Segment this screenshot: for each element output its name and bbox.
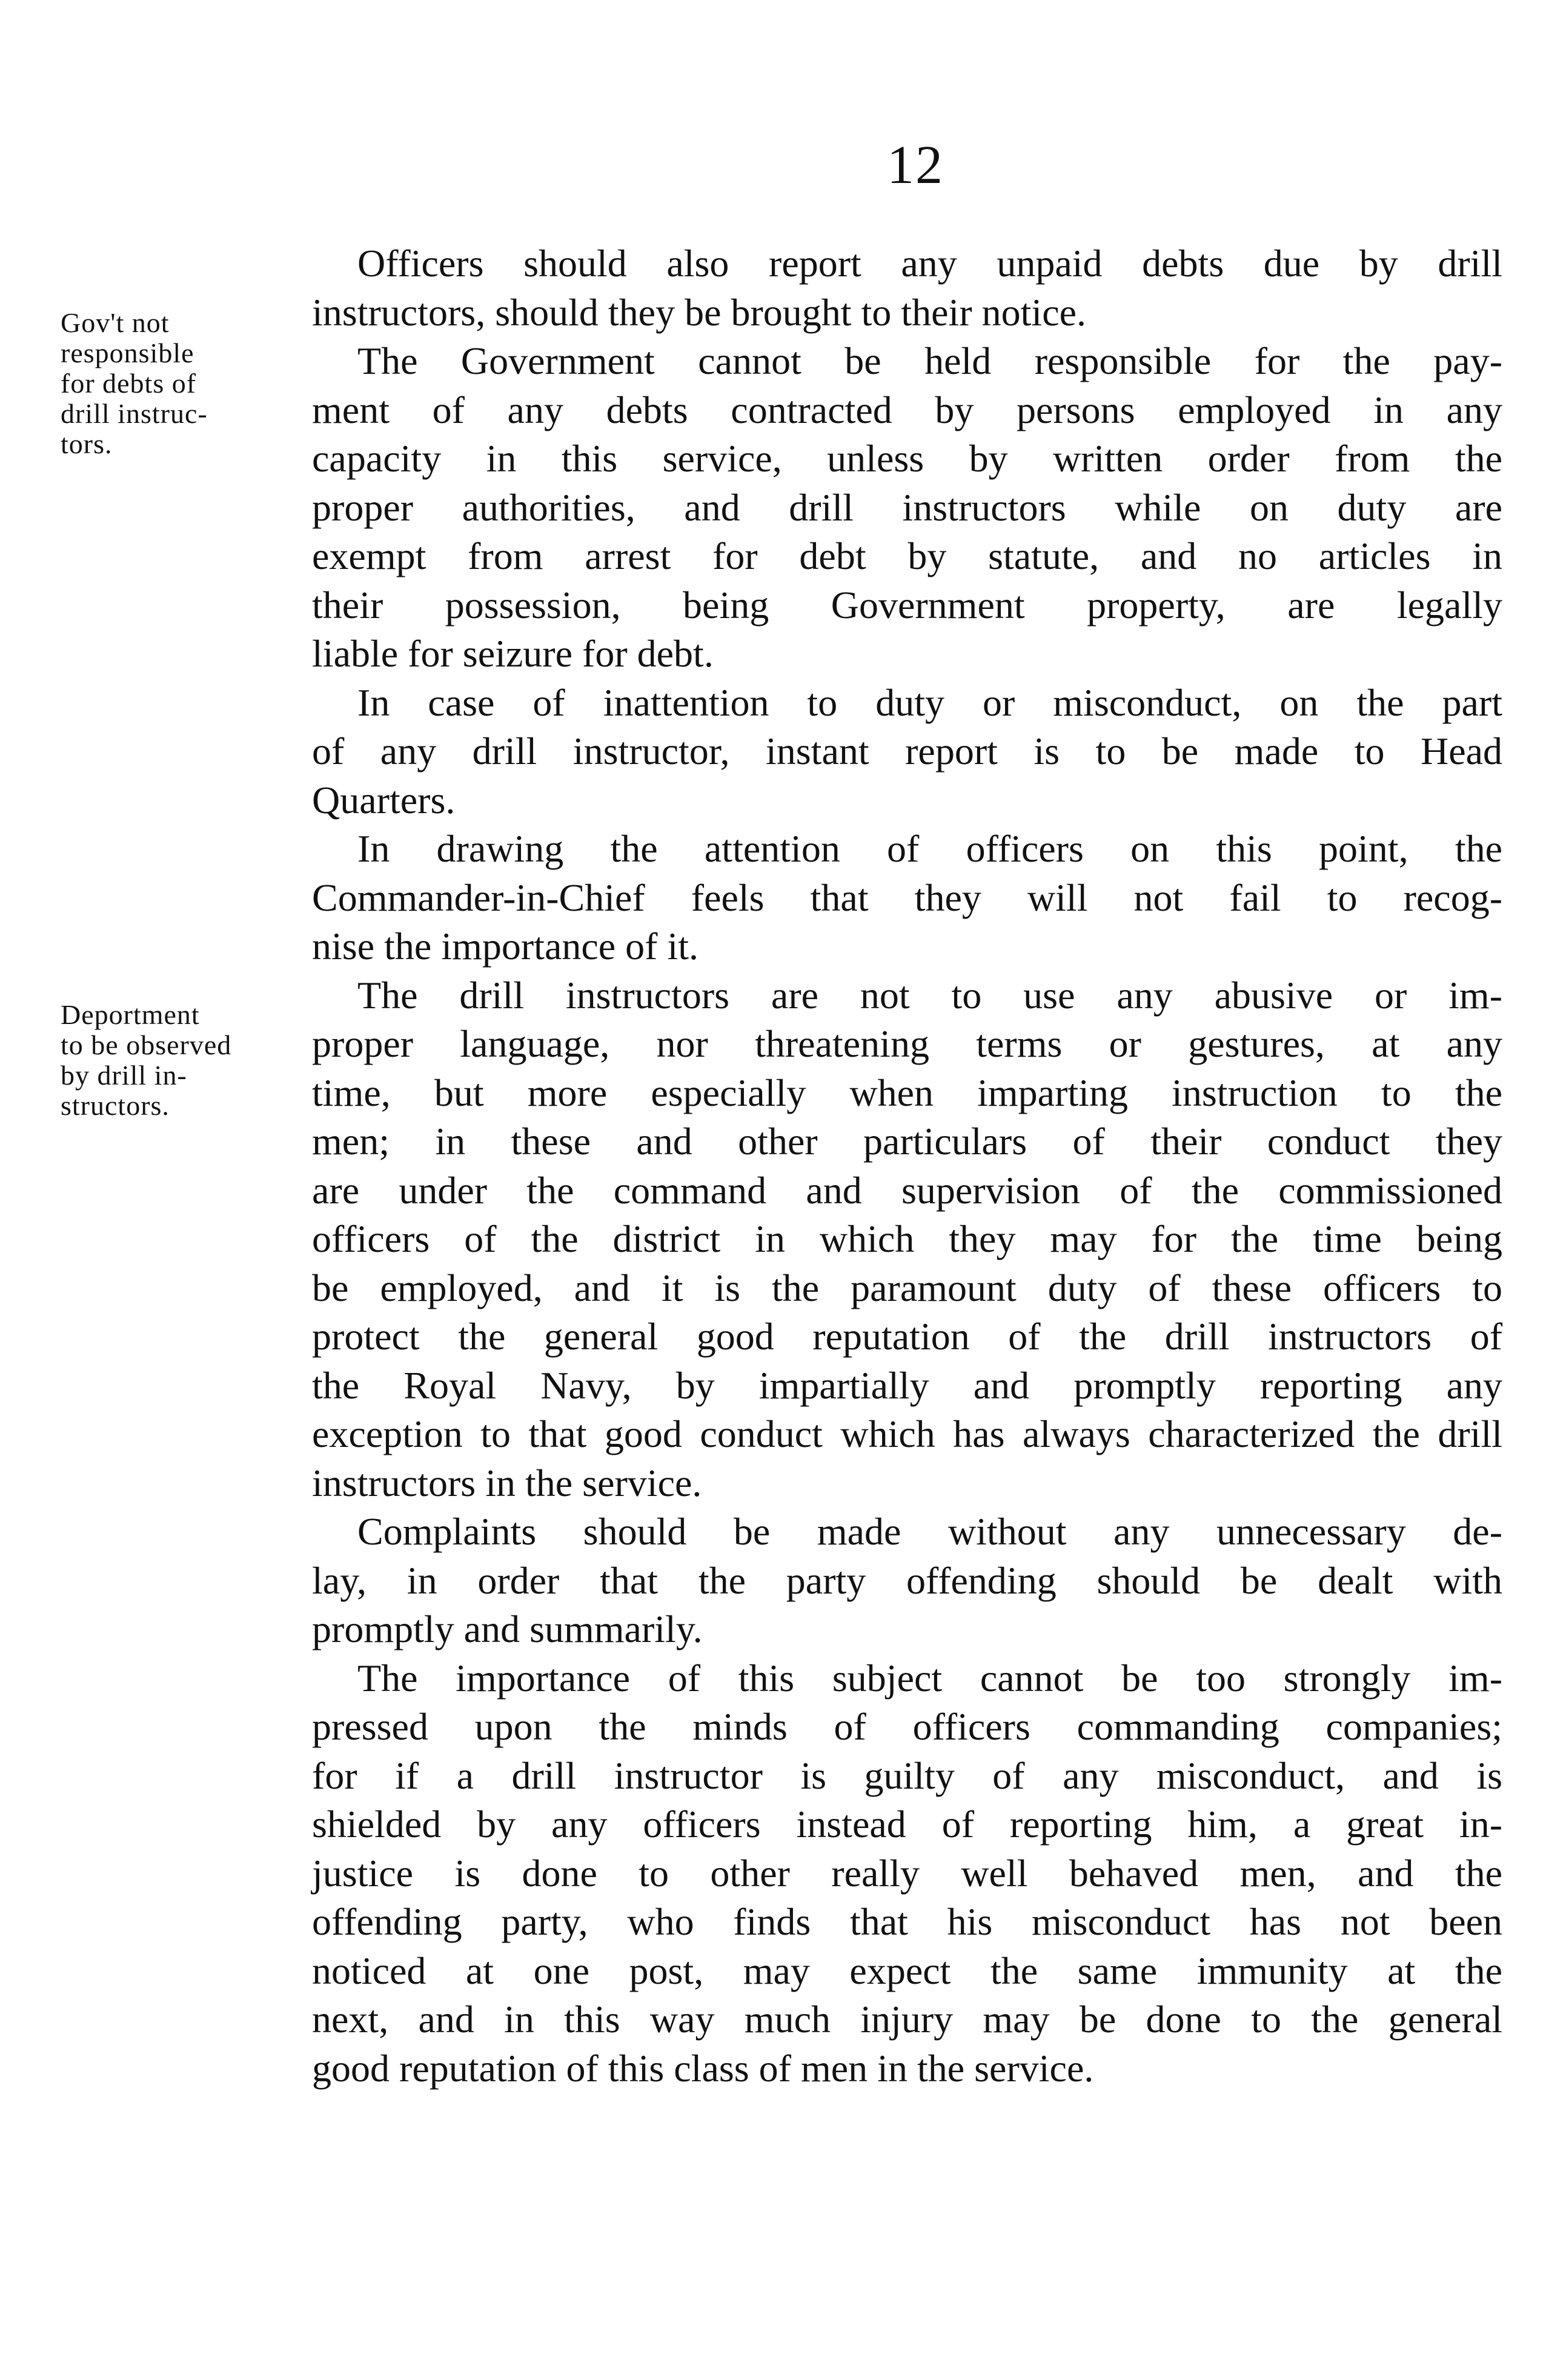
paragraph-inattention — [312, 679, 1502, 825]
margin-note-line: Deportment — [61, 999, 200, 1030]
margin-note-deportment — [61, 1000, 315, 1121]
text-line: liable for seizure for debt. — [312, 632, 714, 675]
body-text — [312, 239, 1502, 2093]
text-line: next, and in this way much injury may be done to the general — [312, 1998, 1502, 2041]
margin-note-line: responsible — [61, 337, 194, 368]
margin-note-line: drill instruc- — [61, 398, 208, 429]
page-number: 12 — [887, 135, 944, 195]
text-line: proper authorities, and drill instructors while on duty are — [312, 485, 1502, 529]
text-line: are under the command and supervision of the commissioned — [312, 1168, 1502, 1212]
margin-note-line: for debts of — [61, 368, 197, 399]
paragraph-debts — [312, 239, 1502, 337]
margin-note-line: Gov't not — [61, 307, 170, 338]
text-line: exception to that good conduct which has always characterized the drill instructors in the service. — [312, 1412, 1502, 1504]
text-line: instructors, should they be brought to their notice. — [312, 290, 1086, 334]
text-line: The drill instructors are not to use any abusive or im- — [357, 973, 1502, 1017]
margin-note-line: to be observed — [61, 1029, 232, 1060]
text-line: good reputation of this class of men in the service. — [312, 2046, 1094, 2090]
text-line: shielded by any officers instead of reporting him, a great in- — [312, 1803, 1502, 1846]
text-line: Officers should also report any unpaid debts due by drill — [357, 242, 1502, 285]
text-line: pressed upon the minds of officers commanding companies; — [312, 1705, 1502, 1748]
text-line: justice is done to other really well behaved men, and the — [312, 1851, 1502, 1895]
text-line: lay, in order that the party offending should be dealt with — [312, 1558, 1502, 1602]
text-line: proper language, nor threatening terms or gestures, at any — [312, 1022, 1502, 1065]
paragraph-complaints — [312, 1507, 1502, 1654]
margin-note-debts — [61, 308, 315, 459]
text-line: capacity in this service, unless by written order from the — [312, 437, 1502, 480]
paragraph-attention — [312, 825, 1502, 971]
text-line: their possession, being Government property, are legally — [312, 583, 1502, 627]
text-line: noticed at one post, may expect the same immunity at the — [312, 1949, 1502, 1992]
text-line: offending party, who finds that his misconduct has not been — [312, 1900, 1502, 1943]
text-line: Complaints should be made without any unnecessary de- — [357, 1510, 1502, 1553]
text-line: In drawing the attention of officers on this point, the — [357, 827, 1502, 870]
paragraph-importance — [312, 1654, 1502, 2093]
text-line: officers of the district in which they may for the time being — [312, 1217, 1502, 1260]
margin-note-line: by drill in- — [61, 1060, 187, 1091]
text-line: the Royal Navy, by impartially and promptly reporting any — [312, 1363, 1502, 1407]
paragraph-deportment — [312, 971, 1502, 1508]
text-line: be employed, and it is the paramount duty of these officers to — [312, 1266, 1502, 1309]
text-line: for if a drill instructor is guilty of any misconduct, and is — [312, 1753, 1502, 1797]
paragraph-government — [312, 337, 1502, 679]
text-line: Commander-in-Chief feels that they will not fail to recog- — [312, 876, 1502, 919]
text-line: In case of inattention to duty or misconduct, on the part — [357, 680, 1502, 724]
text-line: men; in these and other particulars of their conduct they — [312, 1120, 1502, 1163]
margin-note-line: structors. — [61, 1090, 170, 1121]
text-line: The importance of this subject cannot be too strongly im- — [357, 1656, 1502, 1700]
text-line: exempt from arrest for debt by statute, and no articles in — [312, 534, 1502, 577]
text-line: The Government cannot be held responsible for the pay- — [357, 339, 1502, 382]
text-line: of any drill instructor, instant report is to be made to Head — [312, 730, 1502, 773]
text-line: Quarters. — [312, 778, 456, 822]
text-line: ment of any debts contracted by persons employed in any — [312, 388, 1502, 431]
text-line: time, but more especially when imparting instruction to the — [312, 1071, 1502, 1114]
text-line: protect the general good reputation of the drill instructors of — [312, 1315, 1502, 1358]
text-line: nise the importance of it. — [312, 925, 699, 968]
margin-note-line: tors. — [61, 428, 113, 459]
text-line: promptly and summarily. — [312, 1607, 703, 1650]
